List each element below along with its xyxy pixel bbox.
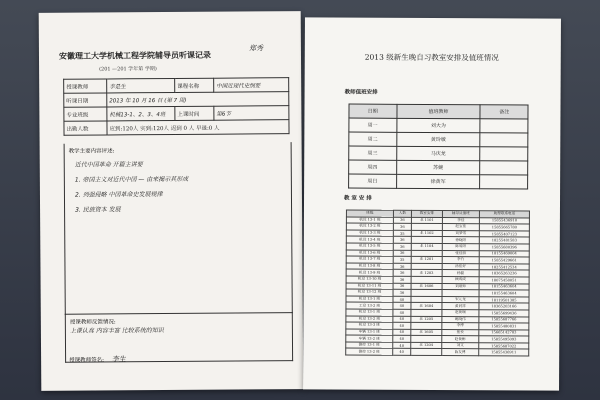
cell-room xyxy=(411,349,442,356)
table-row xyxy=(346,349,529,357)
value-class: 机械13-1、2、3、4班 xyxy=(107,106,175,120)
cell-counselor: 焦孜 xyxy=(442,329,479,336)
cell-count: 40 xyxy=(393,322,411,329)
cell-room: 北 1604 xyxy=(411,303,442,310)
label-time: 上课时间 xyxy=(175,106,214,120)
cell-room: 北 1104 xyxy=(411,243,442,250)
duty-note xyxy=(480,119,528,133)
feedback-value: 上课认真 内容丰富 比较系统的知识 xyxy=(69,327,164,335)
cell-class: 机设 13-12 班 xyxy=(346,289,393,296)
cell-count: 36 xyxy=(393,250,411,257)
classroom-table xyxy=(345,210,530,357)
note-line: 1. 帝国主义对近代中国 — 由来揭示其形成 xyxy=(74,175,189,184)
cell-class: 机设 13-1 班 xyxy=(346,296,393,303)
cell-class: 机设 13-1 班 xyxy=(346,309,393,316)
cell-counselor: 陈易阳 xyxy=(442,244,479,251)
cell-class: 测控 13-1 班 xyxy=(346,342,393,349)
content-review-box xyxy=(64,142,293,315)
cell-counselor: 李博 xyxy=(442,323,479,330)
note-line: 2. 列强侵略 中国革命史发展规律 xyxy=(74,191,163,199)
cell-counselor: 李竹 xyxy=(442,257,479,264)
cell-class: 机设 13-2 班 xyxy=(346,223,393,230)
cell-count: 40 xyxy=(393,303,411,310)
cell-phone: 15855687022 xyxy=(479,343,529,350)
cell-counselor: 汤佳妤 xyxy=(442,263,479,270)
cell-class: 车辆 13-1 班 xyxy=(346,329,393,336)
note-line: 近代中国革命 开篇主讲要 xyxy=(74,161,143,169)
cell-count: 36 xyxy=(393,263,411,270)
cell-phone: 15855436910 xyxy=(479,217,529,224)
cell-phone: 18155463604 xyxy=(479,290,529,297)
cell-phone: 15855680396 xyxy=(479,244,529,251)
cell-room: 北 1201 xyxy=(411,257,442,264)
cell-class: 机设 13-6 班 xyxy=(346,250,393,257)
duty-teacher: 徐黄军 xyxy=(396,174,480,188)
cell-phone: 18255412534 xyxy=(479,263,529,270)
label-course: 课程名称 xyxy=(175,78,214,92)
content-label: 教学主要内容评述: xyxy=(68,148,115,155)
cell-counselor: 赵俊瑞 xyxy=(442,309,479,316)
cell-count: 35 xyxy=(393,230,411,237)
cell-counselor: 姚晓伟 xyxy=(442,316,479,323)
header-counselor: 辅导员值班 xyxy=(442,211,479,218)
header-notes: 备注 xyxy=(480,105,528,119)
cell-count: 36 xyxy=(393,289,411,296)
duty-day: 周二 xyxy=(349,132,397,146)
cell-count: 40 xyxy=(393,296,411,303)
cell-phone: 15855480831 xyxy=(479,323,529,330)
classroom-heading: 教 室 安 排 xyxy=(344,195,372,202)
study-schedule-sheet xyxy=(303,17,561,390)
header-phone: 助理联系电话 xyxy=(479,211,529,218)
header-count: 人数 xyxy=(393,210,411,217)
cell-count: 40 xyxy=(393,336,411,343)
cell-room: 北 1203 xyxy=(411,270,442,277)
cell-count: 36 xyxy=(393,217,411,224)
top-signature: 郑秀 xyxy=(248,44,263,53)
cell-class: 机设 13-1 班 xyxy=(346,217,393,224)
signature-line xyxy=(69,354,126,364)
cell-counselor: 赵宝佳 xyxy=(442,224,479,231)
duty-note xyxy=(480,175,528,189)
cell-count: 40 xyxy=(393,316,411,323)
feedback-label: 授课教师反馈情况: xyxy=(69,319,116,326)
cell-count: 36 xyxy=(393,223,411,230)
label-attendance: 出勤人数 xyxy=(64,121,107,135)
cell-class: 机设 13-10 班 xyxy=(346,276,393,283)
duty-day: 周三 xyxy=(349,146,397,160)
cell-count: 36 xyxy=(393,283,411,290)
cell-phone: 15855687766 xyxy=(479,316,529,323)
value-attendance: 应到:120人 实到:120人 迟到 0 人 早退:0 人 xyxy=(107,120,289,135)
table-row xyxy=(349,160,528,175)
note-line: 3. 民族资本 发展 xyxy=(75,206,121,214)
cell-room: 北 1102 xyxy=(411,230,442,237)
cell-class: 机设 13-5 班 xyxy=(346,243,393,250)
signature-value: 李生 xyxy=(111,355,126,364)
cell-room: 北 1605 xyxy=(411,329,442,336)
cell-phone: 18075458051 xyxy=(479,277,529,284)
cell-class: 机设 13-3 班 xyxy=(346,230,393,237)
cell-phone: 15855429661 xyxy=(479,257,529,264)
cell-count: 40 xyxy=(393,349,411,356)
cell-class: 机设 13-9 班 xyxy=(346,269,393,276)
cell-class: 机设 13-11 班 xyxy=(346,283,393,290)
cell-counselor: 刘翊帅 xyxy=(442,283,479,290)
cell-counselor: 刘文 xyxy=(442,342,479,349)
cell-class: 机设 13-8 班 xyxy=(346,263,393,270)
table-header-row xyxy=(349,104,528,119)
cell-counselor: 宋元龙 xyxy=(442,296,479,303)
cell-phone: 18155463604 xyxy=(479,283,529,290)
form-title: 安徽理工大学机械工程学院辅导员听课记录 xyxy=(58,49,212,61)
form-subtitle: (201 —201 学年第 学期) xyxy=(99,66,157,73)
cell-count: 40 xyxy=(393,342,411,349)
cell-counselor: 李佳 xyxy=(442,217,479,224)
duty-teacher: 马庆龙 xyxy=(396,146,480,160)
duty-teacher: 苏婉 xyxy=(396,160,480,174)
duty-teacher: 黄玲敏 xyxy=(396,132,480,146)
cell-count: 35 xyxy=(393,256,411,263)
value-course: 中国近现代史纲要 xyxy=(214,78,289,93)
cell-phone: 18119501385 xyxy=(479,296,529,303)
value-time: 第6节 xyxy=(214,106,289,121)
cell-counselor: 顾成成 xyxy=(442,276,479,283)
cell-count: 36 xyxy=(393,276,411,283)
cell-class: 机设 13-4 班 xyxy=(346,236,393,243)
header-date: 日期 xyxy=(349,104,397,118)
cell-room: 北 1101 xyxy=(411,217,442,224)
lecture-record-form xyxy=(39,11,304,391)
duty-day: 周日 xyxy=(349,174,397,188)
duty-note xyxy=(480,147,528,161)
cell-class: 机设 13-7 班 xyxy=(346,256,393,263)
table-row xyxy=(349,174,528,189)
cell-phone: 15665142783 xyxy=(479,329,529,336)
cell-class: 工设 13-2 班 xyxy=(346,302,393,309)
cell-phone: 15855699436 xyxy=(479,310,529,317)
cell-counselor: 赵俊彬 xyxy=(442,336,479,343)
header-room: 教室安排 xyxy=(411,210,442,217)
cell-phone: 18155469004 xyxy=(479,250,529,257)
cell-room: 北 1205 xyxy=(411,316,442,323)
cell-phone: 18255481583 xyxy=(479,237,529,244)
table-row xyxy=(349,132,528,147)
duty-note xyxy=(480,133,528,147)
cell-phone: 15855436911 xyxy=(479,349,529,356)
cell-class: 机设 13-3 班 xyxy=(346,322,393,329)
duty-table xyxy=(348,104,528,190)
cell-counselor: 黄同祥 xyxy=(442,303,479,310)
cell-count: 36 xyxy=(393,243,411,250)
cell-phone: 18365203166 xyxy=(479,303,529,310)
label-class: 专业班级 xyxy=(64,107,107,121)
cell-class: 机设 13-2 班 xyxy=(346,316,393,323)
label-date: 听课日期 xyxy=(64,93,107,107)
value-date: 2013 年 10 月 16 日 (第 7 周) xyxy=(107,92,289,107)
cell-phone: 15855407123 xyxy=(479,231,529,238)
cell-class: 测控 13-2 班 xyxy=(346,349,393,356)
cell-count: 40 xyxy=(393,309,411,316)
handwritten-notes xyxy=(75,157,189,218)
cell-count: 36 xyxy=(393,237,411,244)
cell-counselor: 陈友博 xyxy=(442,349,479,356)
duty-teacher: 刘大为 xyxy=(396,118,480,132)
cell-counselor: 杨磊 xyxy=(442,270,479,277)
label-teacher: 授课教师 xyxy=(64,79,107,93)
table-row xyxy=(349,118,528,133)
cell-count: 36 xyxy=(393,270,411,277)
table-row xyxy=(349,146,528,161)
header-class: 班级 xyxy=(346,210,393,217)
cell-class: 车辆 13-2 班 xyxy=(346,335,393,342)
cell-counselor: 刘梦雪 xyxy=(442,230,479,237)
cell-room: 北 1606 xyxy=(411,283,442,290)
value-teacher: 李是生 xyxy=(107,78,175,92)
duty-day: 周一 xyxy=(349,118,397,132)
duty-day: 周四 xyxy=(349,160,397,174)
sheet-title: 2013 级新生晚自习教室安排及值班情况 xyxy=(364,52,499,63)
header-teacher: 值班教师 xyxy=(396,104,480,118)
duty-heading: 教师值班安排 xyxy=(344,89,378,96)
cell-counselor: 张佳圆 xyxy=(442,250,479,257)
cell-counselor: 徐晓阳 xyxy=(442,237,479,244)
cell-phone: 15855665780 xyxy=(479,224,529,231)
cell-phone: 18365263236 xyxy=(479,270,529,277)
table-row xyxy=(64,120,289,136)
cell-phone: 15855495093 xyxy=(479,336,529,343)
cell-room: 北 1204 xyxy=(411,342,442,349)
form-info-table xyxy=(63,77,289,136)
duty-note xyxy=(480,161,528,175)
cell-count: 40 xyxy=(393,329,411,336)
signature-label: 授课教师签名: xyxy=(69,357,104,364)
